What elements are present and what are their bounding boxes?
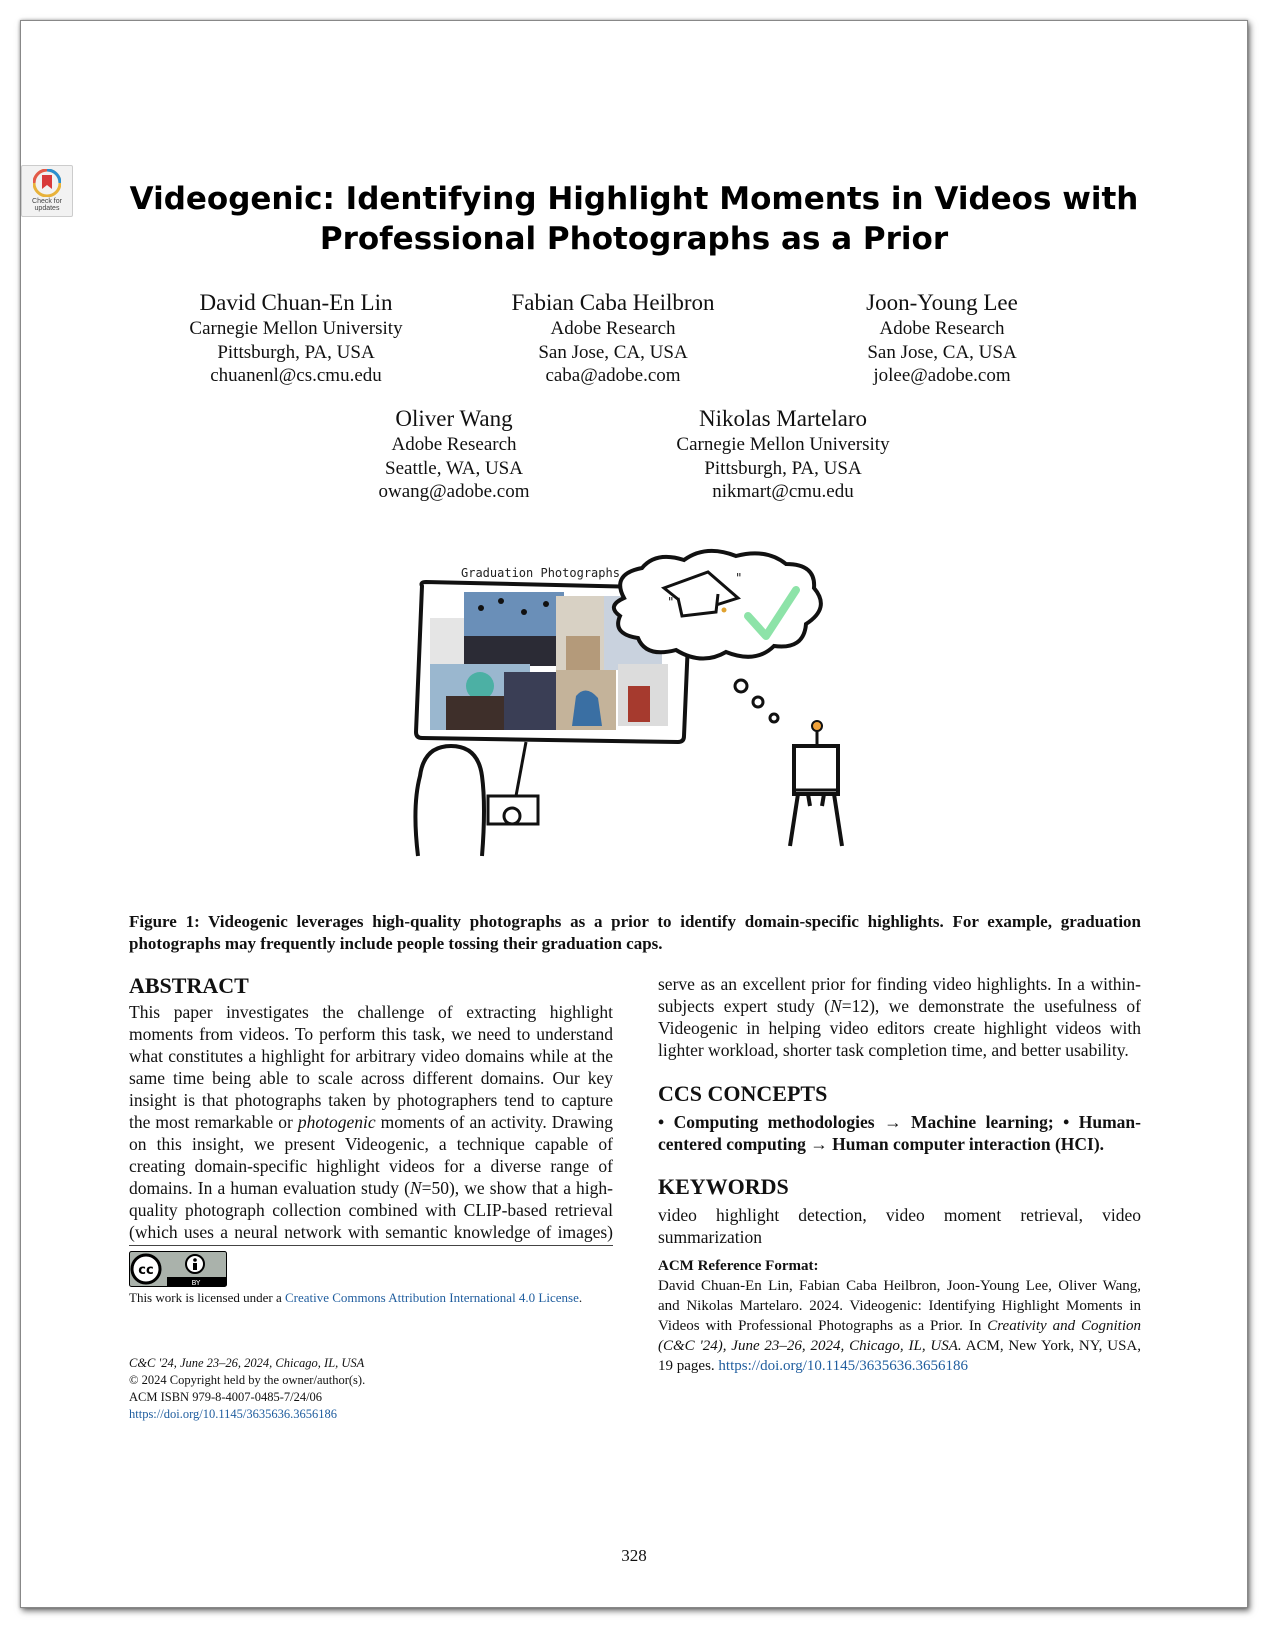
cc-by-label: BY: [191, 1279, 201, 1287]
author-email: caba@adobe.com: [545, 365, 681, 386]
robot-icon: [790, 721, 842, 846]
badge-label-2: updates: [34, 205, 60, 212]
abstract-text-part: =50), we show that a high-quality photograph collection combined with CLIP-based retrieval (which uses a neural network with semantic knowledge of images): [129, 1178, 614, 1242]
ccs-concepts: • Computing methodologies → Machine learning; • Human-centered computing → Human computer interaction (HCI).: [658, 1112, 1141, 1154]
author-block: [146, 289, 446, 388]
page-number: 328: [621, 1546, 647, 1565]
abstract-text-part: =12), we demonstrate the usefulness of Videogenic in helping video editors create highlight videos with lighter workload, shorter task completion time, and better usability.: [658, 996, 1141, 1060]
author-affiliation: Adobe Research: [879, 318, 1005, 339]
author-name: David Chuan-En Lin: [199, 290, 393, 315]
reference-venue: Creativity and Cognition (C&C '24), June 23–26, 2024, Chicago, IL, USA.: [658, 1318, 1141, 1354]
doi-link[interactable]: https://doi.org/10.1145/3635636.3656186: [129, 1407, 337, 1421]
teaser-illustration: [406, 546, 886, 881]
author-affiliation: Carnegie Mellon University: [676, 434, 890, 455]
footnote-rule: [129, 1245, 613, 1246]
license-text: This work is licensed under a: [129, 1290, 285, 1305]
svg-text:cc: cc: [138, 1263, 154, 1278]
author-name: Nikolas Martelaro: [699, 406, 867, 431]
acm-reference-text: [658, 1276, 1141, 1376]
abstract-text-part: moments of an activity. Drawing on this insight, we present Videogenic, a technique capable of creating domain-specific highlight videos for a diverse range of domains. In a human evaluation study (: [129, 1112, 613, 1198]
author-name: Joon-Young Lee: [866, 290, 1018, 315]
author-location: Pittsburgh, PA, USA: [704, 457, 862, 479]
abstract-emphasis: photogenic: [297, 1112, 376, 1132]
svg-text:": ": [668, 595, 674, 609]
reference-doi-link[interactable]: https://doi.org/10.1145/3635636.3656186: [718, 1358, 969, 1374]
copyright-line: © 2024 Copyright held by the owner/author(s).: [129, 1373, 366, 1387]
svg-text:": ": [736, 571, 742, 585]
figure-caption: Figure 1: Videogenic leverages high-quality photographs as a prior to identify domain-specific highlights. For example, graduation photographs may frequently include people tossing their graduation caps.: [129, 912, 1141, 953]
keywords-text: video highlight detection, video moment retrieval, video summarization: [658, 1205, 1141, 1247]
right-column: [658, 973, 1141, 1376]
camera-icon: [488, 796, 538, 824]
author-name: Oliver Wang: [395, 406, 513, 431]
author-location: San Jose, CA, USA: [867, 341, 1017, 363]
title-line-2: Professional Photographs as a Prior: [319, 221, 949, 257]
author-location: Seattle, WA, USA: [385, 457, 523, 479]
abstract-text-part: This paper investigates the challenge of extracting highlight moments from videos. To perform this task, we need to understand what constitutes a highlight for arbitrary video domains while at the same time being able to scale across different domains. Our key insight is that photographs taken by photographers tend to capture the most remarkable or: [129, 1002, 613, 1132]
paper-title: [21, 179, 1247, 259]
author-name: Fabian Caba Heilbron: [511, 290, 715, 315]
title-line-1: Videogenic: Identifying Highlight Moments in Videos with: [129, 181, 1139, 217]
author-location: Pittsburgh, PA, USA: [217, 341, 375, 363]
person-silhouette: [415, 746, 484, 856]
abstract-text-part: serve as an excellent prior for finding video highlights. In a within-subjects expert study (: [658, 974, 1141, 1016]
venue-line: C&C '24, June 23–26, 2024, Chicago, IL, USA: [129, 1356, 365, 1370]
acm-reference-heading: ACM Reference Format:: [658, 1258, 819, 1274]
author-block: [304, 405, 604, 504]
keywords-heading: KEYWORDS: [658, 1174, 789, 1199]
isbn-line: ACM ISBN 979-8-4007-0485-7/24/06: [129, 1390, 323, 1404]
author-affiliation: Adobe Research: [391, 434, 517, 455]
license-notice: [129, 1289, 613, 1306]
author-affiliation: Carnegie Mellon University: [189, 318, 403, 339]
author-email: chuanenl@cs.cmu.edu: [210, 365, 382, 386]
paper-page: [20, 20, 1248, 1608]
license-end: .: [578, 1290, 583, 1305]
cc-by-license-badge[interactable]: [129, 1251, 227, 1287]
publication-info: [129, 1355, 613, 1423]
license-link[interactable]: Creative Commons Attribution International 4.0 License: [284, 1290, 579, 1305]
abstract-heading: ABSTRACT: [129, 973, 249, 998]
reference-text-part: David Chuan-En Lin, Fabian Caba Heilbron, Joon-Young Lee, Oliver Wang, and Nikolas Martelaro. 2024. Videogenic: Identifying Highlight Moments in Videos with Professional Photographs as a Prior. In: [658, 1278, 1141, 1334]
ccs-heading: CCS CONCEPTS: [658, 1081, 828, 1106]
author-email: owang@adobe.com: [378, 481, 530, 502]
author-block: [463, 289, 763, 388]
author-location: San Jose, CA, USA: [538, 341, 688, 363]
abstract-symbol: N: [830, 996, 842, 1016]
abstract-text: [129, 1001, 613, 1265]
author-email: jolee@adobe.com: [873, 365, 1011, 386]
author-block: [633, 405, 933, 504]
abstract-continued: [658, 973, 1141, 1061]
left-column: [129, 973, 613, 1265]
author-block: [792, 289, 1092, 388]
abstract-symbol: N: [409, 1178, 422, 1198]
badge-label-1: Check for: [32, 198, 62, 205]
teaser-figure: [406, 546, 886, 881]
reference-text-part: ACM, New York, NY, USA, 19 pages.: [658, 1338, 1141, 1374]
figure-handwritten-label: Graduation Photographs: [461, 566, 620, 580]
author-affiliation: Adobe Research: [550, 318, 676, 339]
author-email: nikmart@cmu.edu: [712, 481, 854, 502]
